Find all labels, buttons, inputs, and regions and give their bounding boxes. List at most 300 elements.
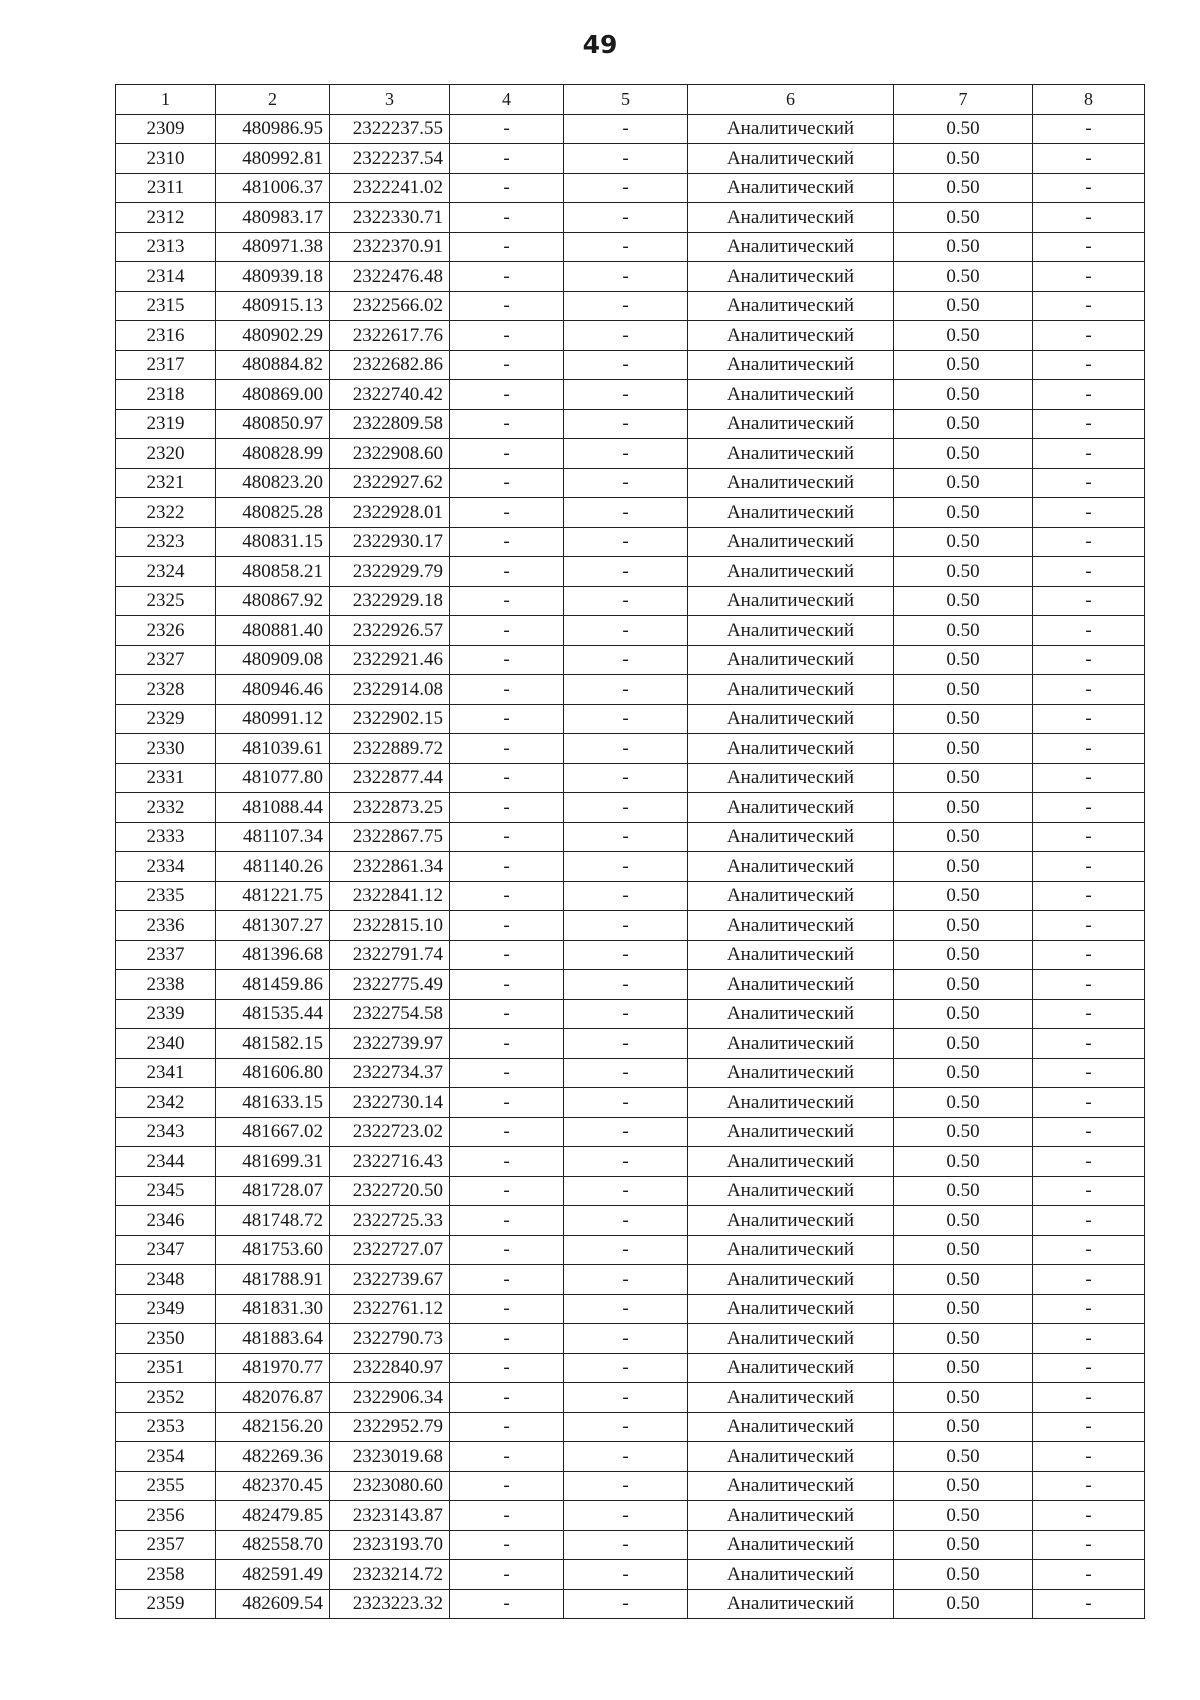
accuracy-cell: 0.50 <box>894 940 1033 970</box>
column-5-cell: - <box>564 1147 688 1177</box>
x-coordinate-cell: 481088.44 <box>216 793 330 823</box>
method-cell: Аналитический <box>688 1088 894 1118</box>
method-cell: Аналитический <box>688 763 894 793</box>
point-number-cell: 2346 <box>116 1206 216 1236</box>
method-cell: Аналитический <box>688 1235 894 1265</box>
column-5-cell: - <box>564 203 688 233</box>
point-number-cell: 2310 <box>116 144 216 174</box>
table-body <box>116 114 1145 1619</box>
point-number-cell: 2330 <box>116 734 216 764</box>
point-number-cell: 2316 <box>116 321 216 351</box>
point-number-cell: 2347 <box>116 1235 216 1265</box>
column-5-cell: - <box>564 1383 688 1413</box>
column-8-cell: - <box>1033 1265 1145 1295</box>
accuracy-cell: 0.50 <box>894 734 1033 764</box>
point-number-cell: 2353 <box>116 1412 216 1442</box>
table-row <box>116 1383 1145 1413</box>
column-4-cell: - <box>450 1029 564 1059</box>
column-4-cell: - <box>450 999 564 1029</box>
column-8-cell: - <box>1033 1530 1145 1560</box>
column-8-cell: - <box>1033 439 1145 469</box>
column-8-cell: - <box>1033 970 1145 1000</box>
y-coordinate-cell: 2322906.34 <box>330 1383 450 1413</box>
accuracy-cell: 0.50 <box>894 1501 1033 1531</box>
y-coordinate-cell: 2323193.70 <box>330 1530 450 1560</box>
table-row <box>116 822 1145 852</box>
column-5-cell: - <box>564 734 688 764</box>
accuracy-cell: 0.50 <box>894 114 1033 144</box>
table-row <box>116 881 1145 911</box>
method-cell: Аналитический <box>688 468 894 498</box>
y-coordinate-cell: 2322330.71 <box>330 203 450 233</box>
accuracy-cell: 0.50 <box>894 645 1033 675</box>
column-8-cell: - <box>1033 1294 1145 1324</box>
column-5-cell: - <box>564 557 688 587</box>
column-5-cell: - <box>564 940 688 970</box>
table-row <box>116 1589 1145 1619</box>
table-row <box>116 911 1145 941</box>
column-8-cell: - <box>1033 911 1145 941</box>
y-coordinate-cell: 2322237.54 <box>330 144 450 174</box>
method-cell: Аналитический <box>688 173 894 203</box>
x-coordinate-cell: 480915.13 <box>216 291 330 321</box>
accuracy-cell: 0.50 <box>894 793 1033 823</box>
y-coordinate-cell: 2322929.79 <box>330 557 450 587</box>
point-number-cell: 2324 <box>116 557 216 587</box>
method-cell: Аналитический <box>688 852 894 882</box>
table-row <box>116 852 1145 882</box>
x-coordinate-cell: 480884.82 <box>216 350 330 380</box>
point-number-cell: 2358 <box>116 1560 216 1590</box>
x-coordinate-cell: 482076.87 <box>216 1383 330 1413</box>
table-row <box>116 586 1145 616</box>
method-cell: Аналитический <box>688 291 894 321</box>
method-cell: Аналитический <box>688 1206 894 1236</box>
method-cell: Аналитический <box>688 999 894 1029</box>
point-number-cell: 2350 <box>116 1324 216 1354</box>
column-8-cell: - <box>1033 586 1145 616</box>
column-4-cell: - <box>450 439 564 469</box>
point-number-cell: 2309 <box>116 114 216 144</box>
method-cell: Аналитический <box>688 321 894 351</box>
column-4-cell: - <box>450 1383 564 1413</box>
method-cell: Аналитический <box>688 1176 894 1206</box>
table-row <box>116 557 1145 587</box>
table-row <box>116 1294 1145 1324</box>
x-coordinate-cell: 482156.20 <box>216 1412 330 1442</box>
x-coordinate-cell: 480946.46 <box>216 675 330 705</box>
method-cell: Аналитический <box>688 380 894 410</box>
column-5-cell: - <box>564 350 688 380</box>
column-4-cell: - <box>450 1589 564 1619</box>
column-8-cell: - <box>1033 1383 1145 1413</box>
method-cell: Аналитический <box>688 940 894 970</box>
method-cell: Аналитический <box>688 616 894 646</box>
x-coordinate-cell: 481831.30 <box>216 1294 330 1324</box>
column-5-cell: - <box>564 527 688 557</box>
y-coordinate-cell: 2322761.12 <box>330 1294 450 1324</box>
method-cell: Аналитический <box>688 409 894 439</box>
accuracy-cell: 0.50 <box>894 970 1033 1000</box>
column-8-cell: - <box>1033 734 1145 764</box>
point-number-cell: 2311 <box>116 173 216 203</box>
column-8-cell: - <box>1033 1501 1145 1531</box>
column-4-cell: - <box>450 1147 564 1177</box>
column-8-cell: - <box>1033 291 1145 321</box>
table-row <box>116 1235 1145 1265</box>
column-8-cell: - <box>1033 1560 1145 1590</box>
x-coordinate-cell: 482609.54 <box>216 1589 330 1619</box>
column-4-cell: - <box>450 822 564 852</box>
y-coordinate-cell: 2322754.58 <box>330 999 450 1029</box>
y-coordinate-cell: 2322370.91 <box>330 232 450 262</box>
column-4-cell: - <box>450 1294 564 1324</box>
column-5-cell: - <box>564 616 688 646</box>
method-cell: Аналитический <box>688 1294 894 1324</box>
table-row <box>116 1442 1145 1472</box>
column-4-cell: - <box>450 409 564 439</box>
x-coordinate-cell: 481535.44 <box>216 999 330 1029</box>
x-coordinate-cell: 481077.80 <box>216 763 330 793</box>
point-number-cell: 2328 <box>116 675 216 705</box>
method-cell: Аналитический <box>688 1589 894 1619</box>
method-cell: Аналитический <box>688 1117 894 1147</box>
accuracy-cell: 0.50 <box>894 1560 1033 1590</box>
x-coordinate-cell: 481107.34 <box>216 822 330 852</box>
accuracy-cell: 0.50 <box>894 1088 1033 1118</box>
x-coordinate-cell: 480869.00 <box>216 380 330 410</box>
method-cell: Аналитический <box>688 498 894 528</box>
column-8-cell: - <box>1033 321 1145 351</box>
column-8-cell: - <box>1033 940 1145 970</box>
y-coordinate-cell: 2322877.44 <box>330 763 450 793</box>
column-8-cell: - <box>1033 793 1145 823</box>
accuracy-cell: 0.50 <box>894 1117 1033 1147</box>
y-coordinate-cell: 2322929.18 <box>330 586 450 616</box>
column-5-cell: - <box>564 793 688 823</box>
x-coordinate-cell: 480909.08 <box>216 645 330 675</box>
table-row <box>116 203 1145 233</box>
accuracy-cell: 0.50 <box>894 321 1033 351</box>
column-4-cell: - <box>450 911 564 941</box>
y-coordinate-cell: 2322739.97 <box>330 1029 450 1059</box>
table-row <box>116 1088 1145 1118</box>
method-cell: Аналитический <box>688 262 894 292</box>
table-row <box>116 144 1145 174</box>
point-number-cell: 2313 <box>116 232 216 262</box>
y-coordinate-cell: 2322926.57 <box>330 616 450 646</box>
table-row <box>116 1471 1145 1501</box>
column-4-cell: - <box>450 350 564 380</box>
point-number-cell: 2314 <box>116 262 216 292</box>
table-row <box>116 645 1145 675</box>
column-4-cell: - <box>450 1471 564 1501</box>
table-row <box>116 675 1145 705</box>
point-number-cell: 2340 <box>116 1029 216 1059</box>
table-row <box>116 1501 1145 1531</box>
point-number-cell: 2359 <box>116 1589 216 1619</box>
table-row <box>116 999 1145 1029</box>
column-4-cell: - <box>450 1501 564 1531</box>
method-cell: Аналитический <box>688 1471 894 1501</box>
method-cell: Аналитический <box>688 439 894 469</box>
x-coordinate-cell: 481788.91 <box>216 1265 330 1295</box>
accuracy-cell: 0.50 <box>894 350 1033 380</box>
y-coordinate-cell: 2322873.25 <box>330 793 450 823</box>
column-8-cell: - <box>1033 1412 1145 1442</box>
point-number-cell: 2334 <box>116 852 216 882</box>
method-cell: Аналитический <box>688 704 894 734</box>
column-8-cell: - <box>1033 350 1145 380</box>
y-coordinate-cell: 2322476.48 <box>330 262 450 292</box>
accuracy-cell: 0.50 <box>894 1058 1033 1088</box>
accuracy-cell: 0.50 <box>894 911 1033 941</box>
column-4-cell: - <box>450 1412 564 1442</box>
x-coordinate-cell: 480831.15 <box>216 527 330 557</box>
table-row <box>116 232 1145 262</box>
table-row <box>116 1530 1145 1560</box>
point-number-cell: 2336 <box>116 911 216 941</box>
method-cell: Аналитический <box>688 675 894 705</box>
method-cell: Аналитический <box>688 144 894 174</box>
column-8-cell: - <box>1033 999 1145 1029</box>
accuracy-cell: 0.50 <box>894 1589 1033 1619</box>
accuracy-cell: 0.50 <box>894 1029 1033 1059</box>
column-5-cell: - <box>564 586 688 616</box>
table-row <box>116 350 1145 380</box>
column-5-cell: - <box>564 439 688 469</box>
table-row <box>116 1176 1145 1206</box>
x-coordinate-cell: 480971.38 <box>216 232 330 262</box>
point-number-cell: 2356 <box>116 1501 216 1531</box>
column-8-cell: - <box>1033 232 1145 262</box>
column-8-cell: - <box>1033 409 1145 439</box>
method-cell: Аналитический <box>688 1029 894 1059</box>
column-8-cell: - <box>1033 468 1145 498</box>
column-4-cell: - <box>450 793 564 823</box>
accuracy-cell: 0.50 <box>894 468 1033 498</box>
point-number-cell: 2333 <box>116 822 216 852</box>
x-coordinate-cell: 481396.68 <box>216 940 330 970</box>
x-coordinate-cell: 480983.17 <box>216 203 330 233</box>
point-number-cell: 2321 <box>116 468 216 498</box>
x-coordinate-cell: 482370.45 <box>216 1471 330 1501</box>
column-8-cell: - <box>1033 498 1145 528</box>
table-row <box>116 262 1145 292</box>
table-row <box>116 734 1145 764</box>
column-5-cell: - <box>564 999 688 1029</box>
accuracy-cell: 0.50 <box>894 557 1033 587</box>
method-cell: Аналитический <box>688 586 894 616</box>
method-cell: Аналитический <box>688 1501 894 1531</box>
column-5-cell: - <box>564 1176 688 1206</box>
table-row <box>116 1412 1145 1442</box>
column-4-cell: - <box>450 1117 564 1147</box>
column-5-cell: - <box>564 1117 688 1147</box>
column-4-cell: - <box>450 1560 564 1590</box>
accuracy-cell: 0.50 <box>894 291 1033 321</box>
x-coordinate-cell: 481633.15 <box>216 1088 330 1118</box>
column-header: 5 <box>564 85 688 115</box>
column-5-cell: - <box>564 1530 688 1560</box>
table-row <box>116 114 1145 144</box>
y-coordinate-cell: 2322927.62 <box>330 468 450 498</box>
y-coordinate-cell: 2322952.79 <box>330 1412 450 1442</box>
accuracy-cell: 0.50 <box>894 1442 1033 1472</box>
y-coordinate-cell: 2322775.49 <box>330 970 450 1000</box>
table-row <box>116 291 1145 321</box>
x-coordinate-cell: 480986.95 <box>216 114 330 144</box>
accuracy-cell: 0.50 <box>894 1383 1033 1413</box>
accuracy-cell: 0.50 <box>894 1412 1033 1442</box>
column-8-cell: - <box>1033 763 1145 793</box>
column-8-cell: - <box>1033 1471 1145 1501</box>
table-row <box>116 763 1145 793</box>
table-row <box>116 1147 1145 1177</box>
column-header: 7 <box>894 85 1033 115</box>
x-coordinate-cell: 480902.29 <box>216 321 330 351</box>
method-cell: Аналитический <box>688 881 894 911</box>
point-number-cell: 2349 <box>116 1294 216 1324</box>
method-cell: Аналитический <box>688 232 894 262</box>
x-coordinate-cell: 482269.36 <box>216 1442 330 1472</box>
column-4-cell: - <box>450 498 564 528</box>
column-5-cell: - <box>564 173 688 203</box>
x-coordinate-cell: 481883.64 <box>216 1324 330 1354</box>
table-row <box>116 439 1145 469</box>
column-5-cell: - <box>564 1235 688 1265</box>
y-coordinate-cell: 2322790.73 <box>330 1324 450 1354</box>
column-4-cell: - <box>450 586 564 616</box>
column-5-cell: - <box>564 262 688 292</box>
column-5-cell: - <box>564 1088 688 1118</box>
accuracy-cell: 0.50 <box>894 409 1033 439</box>
y-coordinate-cell: 2323019.68 <box>330 1442 450 1472</box>
column-4-cell: - <box>450 970 564 1000</box>
point-number-cell: 2343 <box>116 1117 216 1147</box>
column-4-cell: - <box>450 704 564 734</box>
method-cell: Аналитический <box>688 911 894 941</box>
column-5-cell: - <box>564 822 688 852</box>
x-coordinate-cell: 481006.37 <box>216 173 330 203</box>
table-row <box>116 321 1145 351</box>
method-cell: Аналитический <box>688 1324 894 1354</box>
column-4-cell: - <box>450 1176 564 1206</box>
x-coordinate-cell: 481039.61 <box>216 734 330 764</box>
column-4-cell: - <box>450 1058 564 1088</box>
point-number-cell: 2341 <box>116 1058 216 1088</box>
column-5-cell: - <box>564 498 688 528</box>
x-coordinate-cell: 482591.49 <box>216 1560 330 1590</box>
point-number-cell: 2339 <box>116 999 216 1029</box>
column-5-cell: - <box>564 144 688 174</box>
y-coordinate-cell: 2322889.72 <box>330 734 450 764</box>
column-8-cell: - <box>1033 1324 1145 1354</box>
y-coordinate-cell: 2322734.37 <box>330 1058 450 1088</box>
accuracy-cell: 0.50 <box>894 704 1033 734</box>
column-8-cell: - <box>1033 1589 1145 1619</box>
column-5-cell: - <box>564 1471 688 1501</box>
y-coordinate-cell: 2323214.72 <box>330 1560 450 1590</box>
y-coordinate-cell: 2322914.08 <box>330 675 450 705</box>
y-coordinate-cell: 2322739.67 <box>330 1265 450 1295</box>
column-4-cell: - <box>450 763 564 793</box>
x-coordinate-cell: 481753.60 <box>216 1235 330 1265</box>
accuracy-cell: 0.50 <box>894 232 1033 262</box>
column-header: 3 <box>330 85 450 115</box>
point-number-cell: 2338 <box>116 970 216 1000</box>
column-5-cell: - <box>564 232 688 262</box>
column-5-cell: - <box>564 1294 688 1324</box>
x-coordinate-cell: 481699.31 <box>216 1147 330 1177</box>
y-coordinate-cell: 2322815.10 <box>330 911 450 941</box>
column-4-cell: - <box>450 940 564 970</box>
column-4-cell: - <box>450 675 564 705</box>
table-row <box>116 468 1145 498</box>
column-5-cell: - <box>564 1029 688 1059</box>
x-coordinate-cell: 481970.77 <box>216 1353 330 1383</box>
y-coordinate-cell: 2322725.33 <box>330 1206 450 1236</box>
column-4-cell: - <box>450 1265 564 1295</box>
column-8-cell: - <box>1033 1353 1145 1383</box>
y-coordinate-cell: 2322617.76 <box>330 321 450 351</box>
accuracy-cell: 0.50 <box>894 675 1033 705</box>
point-number-cell: 2337 <box>116 940 216 970</box>
column-5-cell: - <box>564 704 688 734</box>
y-coordinate-cell: 2322241.02 <box>330 173 450 203</box>
coordinates-table <box>115 84 1145 1619</box>
accuracy-cell: 0.50 <box>894 822 1033 852</box>
accuracy-cell: 0.50 <box>894 1324 1033 1354</box>
column-5-cell: - <box>564 970 688 1000</box>
column-8-cell: - <box>1033 645 1145 675</box>
point-number-cell: 2344 <box>116 1147 216 1177</box>
point-number-cell: 2345 <box>116 1176 216 1206</box>
column-4-cell: - <box>450 616 564 646</box>
accuracy-cell: 0.50 <box>894 1147 1033 1177</box>
y-coordinate-cell: 2322902.15 <box>330 704 450 734</box>
point-number-cell: 2332 <box>116 793 216 823</box>
table-row <box>116 1029 1145 1059</box>
y-coordinate-cell: 2322740.42 <box>330 380 450 410</box>
y-coordinate-cell: 2322867.75 <box>330 822 450 852</box>
point-number-cell: 2331 <box>116 763 216 793</box>
x-coordinate-cell: 480992.81 <box>216 144 330 174</box>
column-4-cell: - <box>450 291 564 321</box>
point-number-cell: 2318 <box>116 380 216 410</box>
method-cell: Аналитический <box>688 203 894 233</box>
x-coordinate-cell: 480825.28 <box>216 498 330 528</box>
method-cell: Аналитический <box>688 527 894 557</box>
accuracy-cell: 0.50 <box>894 1265 1033 1295</box>
table-row <box>116 970 1145 1000</box>
column-8-cell: - <box>1033 144 1145 174</box>
column-4-cell: - <box>450 527 564 557</box>
column-5-cell: - <box>564 1265 688 1295</box>
column-5-cell: - <box>564 321 688 351</box>
point-number-cell: 2352 <box>116 1383 216 1413</box>
point-number-cell: 2355 <box>116 1471 216 1501</box>
column-8-cell: - <box>1033 1206 1145 1236</box>
y-coordinate-cell: 2322809.58 <box>330 409 450 439</box>
accuracy-cell: 0.50 <box>894 498 1033 528</box>
accuracy-cell: 0.50 <box>894 173 1033 203</box>
x-coordinate-cell: 480858.21 <box>216 557 330 587</box>
column-4-cell: - <box>450 1530 564 1560</box>
table-row <box>116 1265 1145 1295</box>
point-number-cell: 2329 <box>116 704 216 734</box>
point-number-cell: 2326 <box>116 616 216 646</box>
